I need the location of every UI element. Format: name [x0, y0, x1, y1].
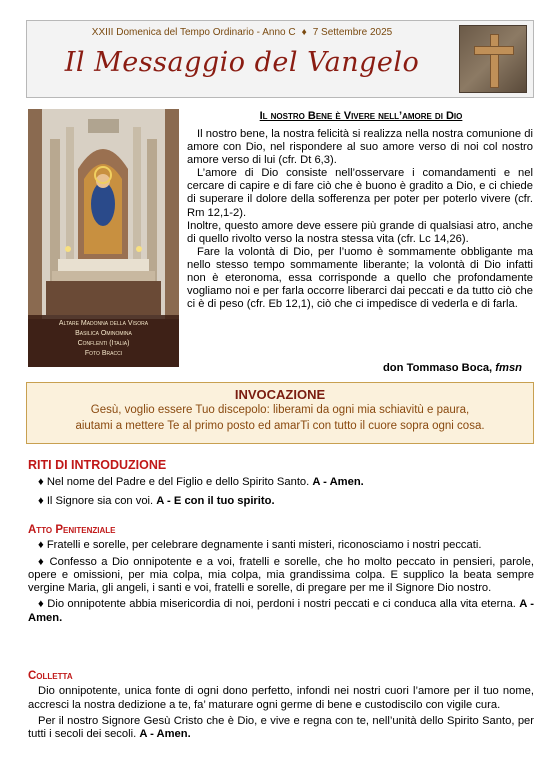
page-title: Il Messaggio del Vangelo	[64, 47, 420, 78]
rite-paragraph: Dio onnipotente, unica fonte di ogni dono perfetto, infondi nei nostri cuori l’amore per il tuo nome, accresci la nostra dedizione a te, fa’ maturare ogni germe di bene e custodiscilo con vigile cura.	[28, 685, 534, 711]
invocation-line: Gesù, voglio essere Tuo discepolo: liberami da ogni mia schiavitù e paura,	[90, 404, 470, 416]
liturgical-day: XXIII Domenica del Tempo Ordinario - Anno C	[91, 27, 296, 38]
rite-paragraph	[28, 715, 534, 742]
author-name: don Tommaso Boca,	[382, 362, 493, 374]
section-title: Colletta	[28, 670, 73, 682]
section-colletta	[28, 670, 534, 741]
rite-text: Per il nostro Signore Gesù Cristo che è Dio, e vive e regna con te, nell’unità dello Spirito Santo, per tutti i secoli dei secoli.	[28, 714, 534, 741]
response-text: A - E con il tuo spirito.	[156, 494, 275, 507]
caption-line: Foto Bracci	[84, 350, 123, 357]
article-paragraph: Inoltre, questo amore deve essere più grande di qualsiasi atro, anche di quello rivolto verso la nostra stessa vita (cfr. Lc 14,26).	[187, 219, 533, 245]
header-banner	[26, 20, 534, 98]
rite-paragraph: ♦ Fratelli e sorelle, per celebrare degnamente i santi misteri, riconosciamo i nostri peccati.	[38, 539, 482, 552]
rite-line	[28, 476, 534, 489]
meta-separator: ♦	[301, 27, 307, 38]
response-text: A - Amen.	[139, 728, 191, 741]
article-body	[187, 128, 533, 311]
date: 7 Settembre 2025	[312, 27, 393, 38]
invocation-title: INVOCAZIONE	[234, 387, 326, 402]
author-signature	[187, 362, 522, 374]
altar-photo	[28, 109, 179, 367]
photo-caption	[28, 315, 179, 367]
caption-line: Conflenti (Italia)	[77, 340, 130, 347]
invocation-box	[26, 382, 534, 444]
rite-text: ♦ Dio onnipotente abbia misericordia di noi, perdoni i nostri peccati e ci conduca alla vita eterna.	[38, 598, 520, 611]
caption-line: Basilica Ominomina	[75, 330, 132, 337]
rite-text: ♦ Nel nome del Padre e del Figlio e dello Spirito Santo.	[38, 476, 313, 489]
section-title: RITI DI INTRODUZIONE	[28, 458, 167, 472]
rite-paragraph: ♦ Confesso a Dio onnipotente e a voi, fratelli e sorelle, che ho molto peccato in pensieri, parole, opere e omissioni, per mia colpa, mia colpa, mia grandissima colpa. E supplico la beata sempre vergine Maria, gli angeli, i santi e voi, fratelli e sorelle, di pregare per me il Signore Dio nostro.	[28, 555, 534, 595]
rite-line	[28, 495, 534, 508]
section-riti	[28, 459, 534, 508]
cross-image	[459, 25, 527, 93]
article-paragraph: Il nostro bene, la nostra felicità si realizza nella nostra comunione di amore con Dio, nel rispondere al suo amore verso di noi col nostro amore verso di lui (cfr. Dt 6,3).	[187, 128, 533, 167]
section-title: Atto Penitenziale	[28, 524, 116, 536]
rite-paragraph	[28, 598, 534, 625]
invocation-line: aiutami a mettere Te al primo posto ed amarTi con tutto il cuore sopra ogni cosa.	[75, 420, 485, 432]
article-paragraph: L’amore di Dio consiste nell’osservare i comandamenti e nel cercare di capire e di fare ciò che è buono è gradito a Dio, e ci chiede di superare il dolore della sofferenza per poter per poterlo vivere (cfr. Rm 12,1-2).	[187, 167, 533, 219]
response-text: A - Amen.	[312, 476, 364, 489]
response-text: A - Amen.	[28, 598, 534, 624]
caption-line: Altare Madonna della Visora	[58, 320, 149, 327]
article-paragraph: Fare la volontà di Dio, per l’uomo è sommamente obbligante ma nello stesso tempo sommamente liberante; la volontà di Dio infatti non è eteronoma, essa corrisponde a quello che profondamente vogliamo noi e per farla occorre liberarci dai peccati e da tutto ciò che ci è di peso (cfr. Eb 12,1), ciò che ci impedisce di vederla e di farla.	[187, 245, 533, 311]
section-atto	[28, 524, 534, 625]
author-order: fmsn	[495, 362, 522, 374]
header-meta	[27, 27, 457, 38]
article-title: Il nostro Bene è Vivere nell’amore di Dio	[259, 110, 463, 122]
rite-text: ♦ Il Signore sia con voi.	[38, 494, 157, 507]
